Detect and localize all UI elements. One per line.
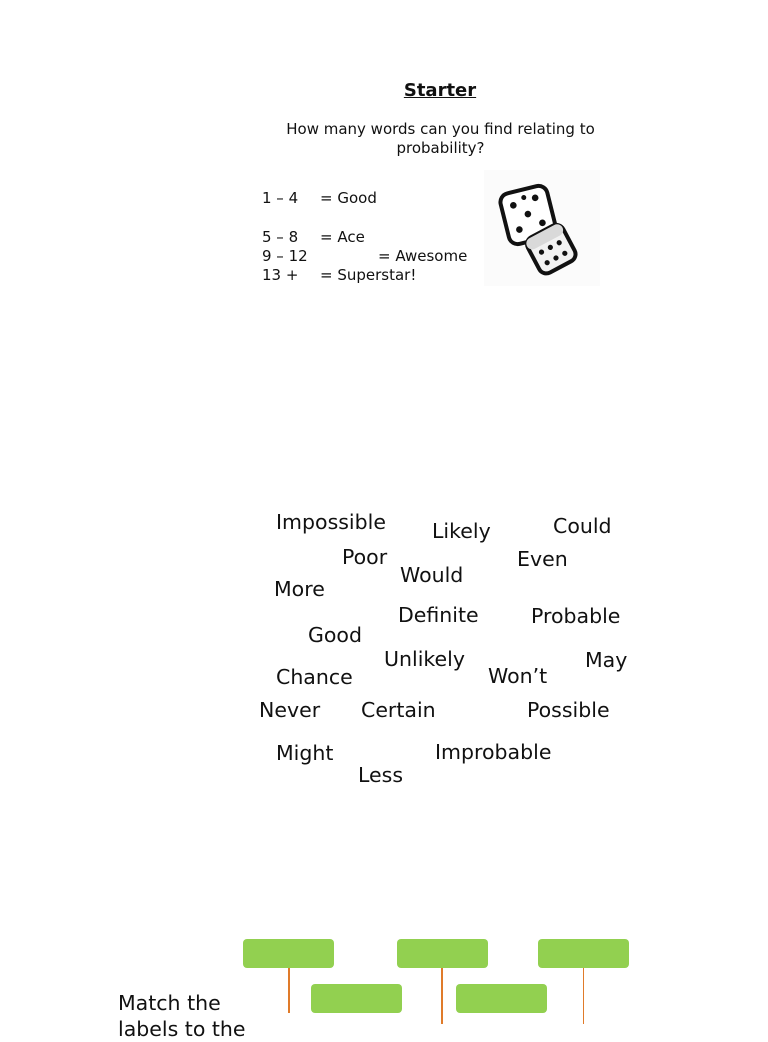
score-label: = Ace bbox=[320, 228, 365, 246]
label-box[interactable] bbox=[397, 939, 488, 968]
connector-line bbox=[583, 968, 584, 1024]
word-item: More bbox=[274, 577, 325, 601]
connector-line bbox=[441, 968, 443, 1024]
word-item: Could bbox=[553, 514, 612, 538]
connector-line bbox=[288, 968, 290, 1013]
score-label: = Good bbox=[320, 189, 377, 207]
word-item: Improbable bbox=[435, 740, 552, 764]
score-range: 5 – 8 bbox=[262, 228, 299, 246]
label-box[interactable] bbox=[311, 984, 402, 1013]
score-row-2 bbox=[262, 228, 365, 247]
label-box[interactable] bbox=[456, 984, 547, 1013]
word-item: Certain bbox=[361, 698, 436, 722]
word-item: Never bbox=[259, 698, 321, 722]
page-title: Starter bbox=[403, 80, 477, 101]
word-item: Good bbox=[308, 623, 362, 647]
score-row-1 bbox=[262, 189, 377, 208]
starter-question: How many words can you find relating to probability? bbox=[286, 120, 595, 157]
word-item: Chance bbox=[276, 665, 353, 689]
word-item: Even bbox=[517, 547, 568, 571]
match-instruction-line2: labels to the bbox=[118, 1017, 246, 1041]
word-item: Might bbox=[276, 741, 334, 765]
score-label: = Superstar! bbox=[320, 266, 417, 284]
label-box[interactable] bbox=[243, 939, 334, 968]
match-instruction-line1: Match the bbox=[118, 991, 221, 1015]
score-row-3 bbox=[262, 247, 467, 266]
word-item: Likely bbox=[432, 519, 491, 543]
score-range: 9 – 12 bbox=[262, 247, 308, 265]
word-item: Unlikely bbox=[384, 647, 465, 671]
word-item: Possible bbox=[527, 698, 610, 722]
score-label: = Awesome bbox=[378, 247, 468, 265]
word-item: Impossible bbox=[276, 510, 386, 534]
word-item: May bbox=[585, 648, 628, 672]
dice-icon bbox=[484, 170, 600, 286]
score-range: 13 + bbox=[262, 266, 299, 284]
word-item: Definite bbox=[398, 603, 479, 627]
word-item: Won’t bbox=[488, 664, 548, 688]
word-item: Poor bbox=[342, 545, 388, 569]
score-range: 1 – 4 bbox=[262, 189, 299, 207]
word-item: Less bbox=[358, 763, 404, 787]
match-instruction bbox=[118, 990, 246, 1042]
word-item: Would bbox=[400, 563, 464, 587]
score-row-4 bbox=[262, 266, 416, 285]
label-box[interactable] bbox=[538, 939, 629, 968]
word-item: Probable bbox=[531, 604, 621, 628]
